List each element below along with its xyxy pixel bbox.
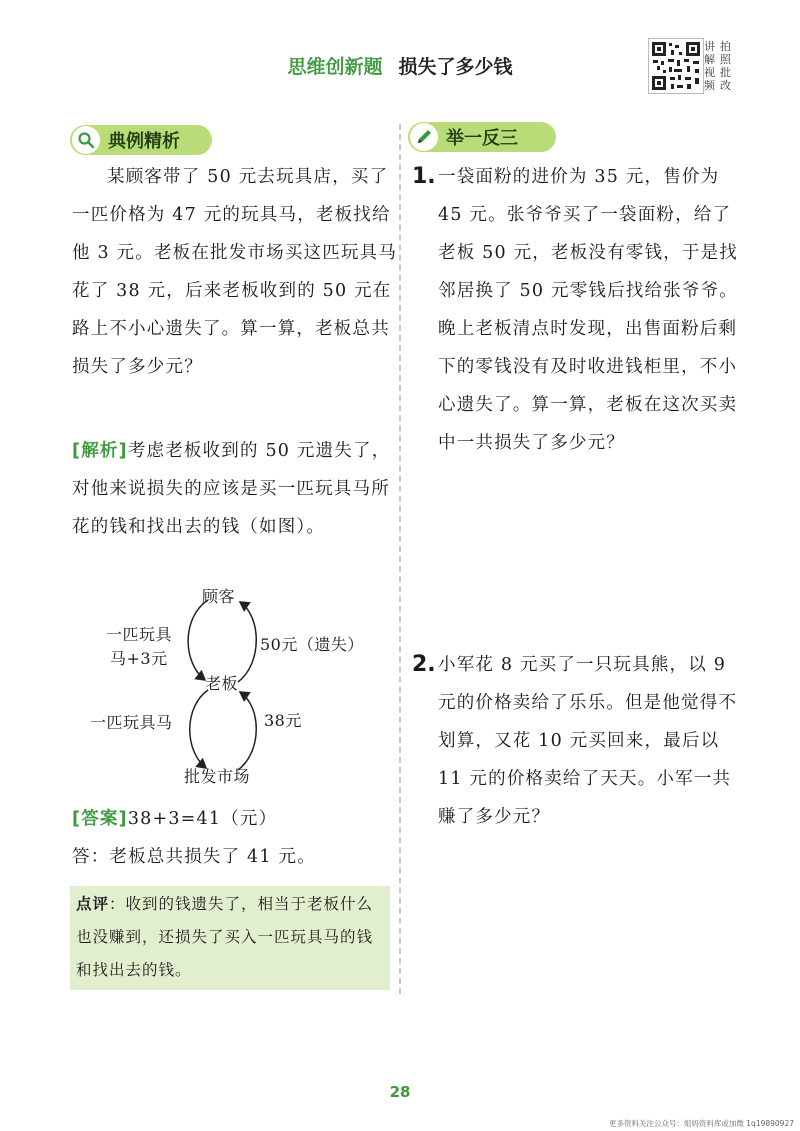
question-2-text: 小军花 8 元买了一只玩具熊，以 9 元的价格卖给了乐乐。但是他觉得不划算，又花 10 元买回来，最后以 11 元的价格卖给了天天。小军一共赚了多少元？	[438, 655, 738, 827]
comment-label: 点评	[76, 895, 110, 913]
example-answer	[72, 800, 398, 838]
diagram-boss: 老板	[205, 674, 239, 693]
question-2-number: 2.	[412, 652, 436, 677]
diagram-customer: 顾客	[202, 587, 236, 606]
arrow-market-to-boss	[190, 690, 208, 768]
example-analysis	[72, 432, 398, 546]
comment-text: ：收到的钱遗失了，相当于老板什么也没赚到，还损失了买入一匹玩具马的钱和找出去的钱。	[76, 895, 374, 979]
qr-code[interactable]	[648, 38, 704, 94]
diagram-right-top: 50元（遗失）	[260, 635, 364, 654]
topic-title: 损失了多少钱	[398, 56, 513, 78]
money-flow-diagram	[70, 582, 400, 792]
pencil-icon	[410, 123, 438, 151]
qr-side-col2: 拍照批改	[720, 40, 731, 92]
arrow-boss-to-market	[238, 692, 256, 770]
analysis-label-wrap: [解析]	[72, 441, 128, 461]
qr-code-icon	[649, 39, 703, 93]
footer-note: 更多资料关注公众号：姐妈资料库或加微 1q19890927	[608, 1119, 794, 1128]
diagram-market: 批发市场	[184, 767, 251, 786]
topic-label: 思维创新题	[287, 56, 383, 78]
magnifier-icon	[72, 126, 100, 154]
example-problem: 某顾客带了 50 元去玩具店，买了一匹价格为 47 元的玩具马，老板找给他 3 元。老板在批发市场买这匹玩具马花了 38 元，后来老板收到的 50 元在路上不小心遗失了。算一算，老板总共损失了多少元？	[72, 167, 398, 377]
answer-sentence: 答：老板总共损失了 41 元。	[72, 847, 316, 867]
page-number: 28	[389, 1083, 411, 1101]
arrow-customer-to-boss	[188, 600, 208, 680]
analysis-text: 考虑老板收到的 50 元遗失了，对他来说损失的应该是买一匹玩具马所花的钱和找出去的钱（如图）。	[72, 441, 391, 537]
comment-box	[70, 886, 390, 990]
diagram-right-bottom: 38元	[264, 711, 302, 730]
section-title-practice: 举一反三	[446, 128, 518, 149]
arrow-boss-to-customer	[238, 602, 256, 682]
column-divider	[399, 124, 401, 994]
answer-label: 答案	[81, 809, 119, 829]
answer-label-wrap: [答案]	[72, 809, 128, 829]
answer-formula: 38+3=41（元）	[127, 809, 278, 829]
section-tag-example	[70, 125, 212, 155]
diagram-left-top-line1: 一匹玩具	[106, 625, 173, 644]
question-1-text: 一袋面粉的进价为 35 元，售价为 45 元。张爷爷买了一袋面粉，给了老板 50 元，老板没有零钱，于是找邻居换了 50 元零钱后找给张爷爷。晚上老板清点时发现，出售面粉后剩下的零钱没有及时收进钱柜里，不小心遗失了。算一算，老板在这次买卖中一共损失了多少元？	[438, 167, 738, 453]
question-1-number: 1.	[412, 164, 436, 189]
qr-side-col1: 讲解视频	[704, 40, 715, 92]
section-title-example: 典例精析	[108, 131, 180, 152]
diagram-left-bottom: 一匹玩具马	[90, 713, 173, 732]
section-tag-practice	[408, 122, 556, 152]
analysis-label: 解析	[81, 441, 119, 461]
diagram-left-top-line2: 马+3元	[110, 649, 168, 668]
qr-side-text	[704, 40, 742, 94]
